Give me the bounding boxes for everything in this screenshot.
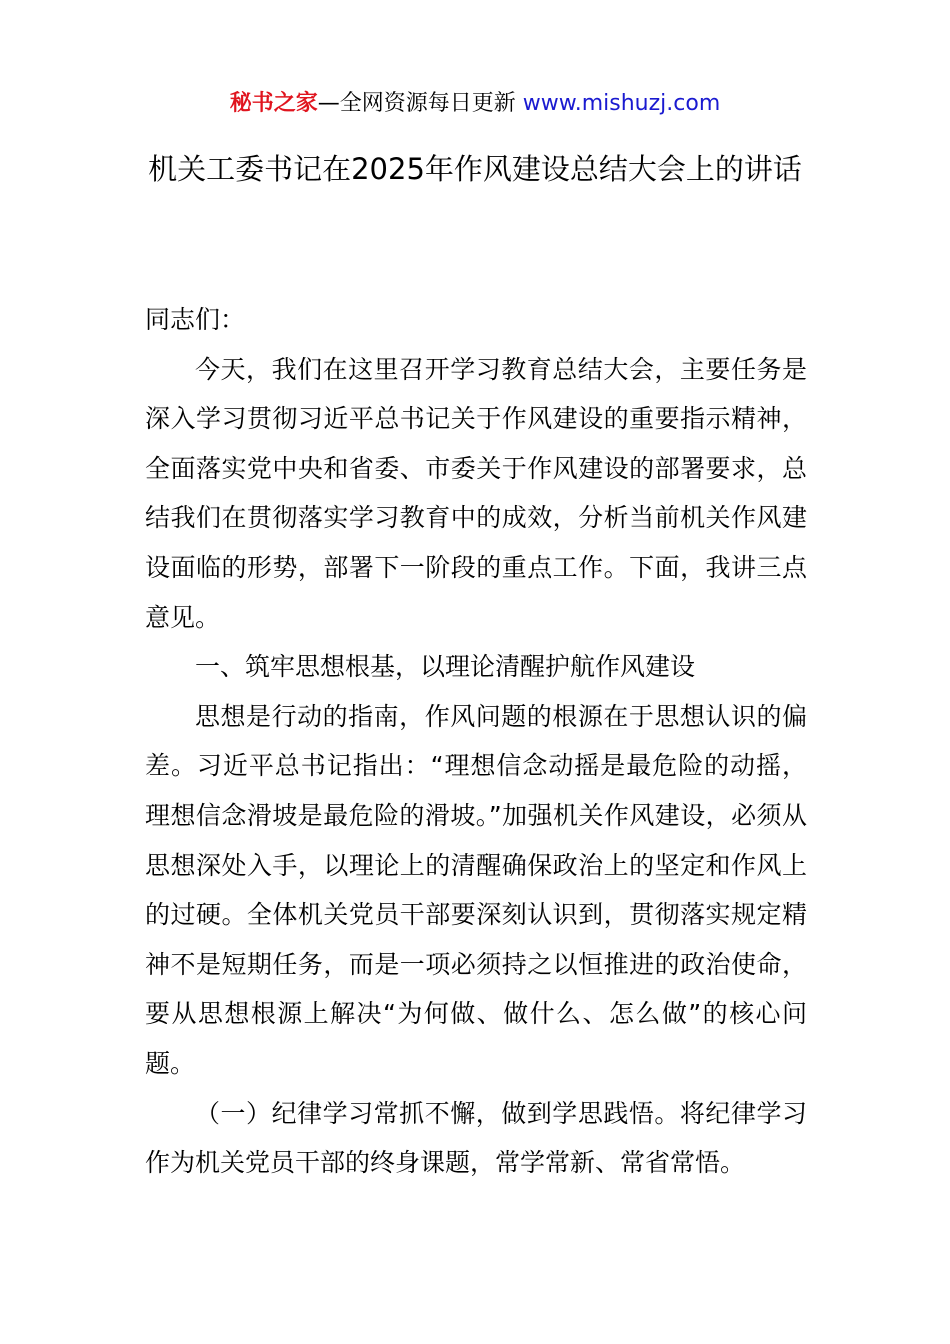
site-url-link[interactable]: www.mishuzj.com: [522, 91, 721, 116]
brand-name: 秘书之家: [229, 91, 318, 116]
section-heading-1: 一、筑牢思想根基，以理论清醒护航作风建设: [195, 652, 696, 682]
paragraph-intro: 今天，我们在这里召开学习教育总结大会，主要任务是深入学习贯彻习近平总书记关于作风建设的重要指示精神，全面落实党中央和省委、市委关于作风建设的部署要求，总结我们在贯彻落实学习教育中的成效，分析当前机关作风建设面临的形势，部署下一阶段的重点工作。下面，我讲三点意见。: [145, 354, 807, 632]
site-header: [0, 88, 950, 120]
salutation: 同志们：: [145, 305, 246, 334]
paragraph-section-1: 思想是行动的指南，作风问题的根源在于思想认识的偏差。习近平总书记指出：“理想信念动摇是最危险的动摇，理想信念滑坡是最危险的滑坡。”加强机关作风建设，必须从思想深处入手，以理论上的清醒确保政治上的坚定和作风上的过硬。全体机关党员干部要深刻认识到，贯彻落实规定精神不是短期任务，而是一项必须持之以恒推进的政治使命，要从思想根源上解决“为何做、做什么、怎么做”的核心问题。: [145, 701, 807, 1078]
subsection-1: （一）纪律学习常抓不懈，做到学思践悟。将纪律学习作为机关党员干部的终身课题，常学常新、常省常悟。: [145, 1098, 807, 1178]
document-title: 机关工委书记在2025年作风建设总结大会上的讲话: [148, 152, 802, 186]
header-tagline: —全网资源每日更新: [317, 91, 523, 116]
document-body: [145, 295, 807, 1188]
